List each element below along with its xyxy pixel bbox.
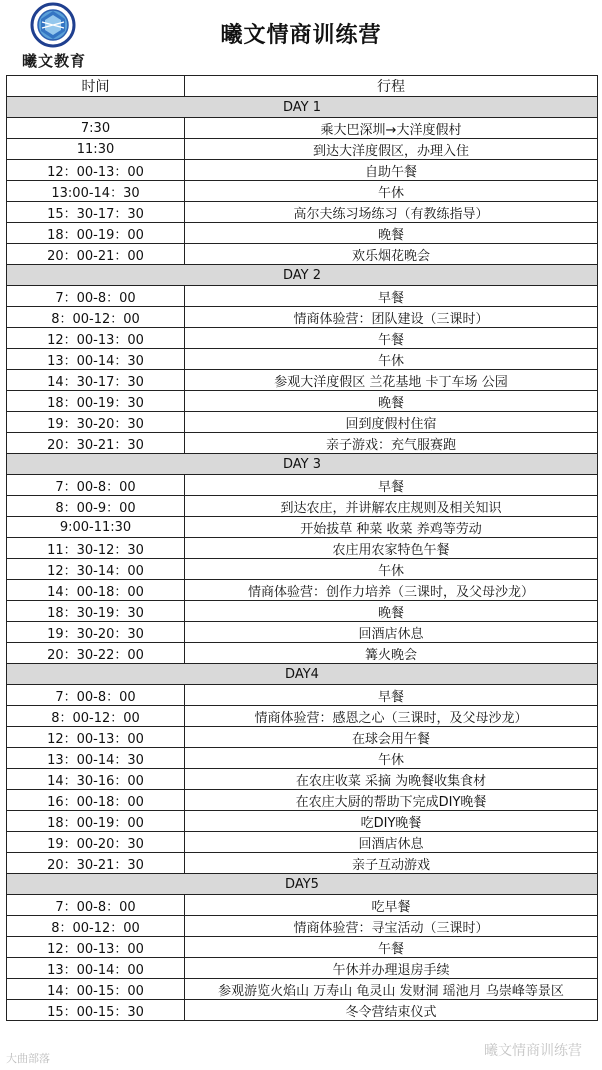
activity-cell: 参观大洋度假区 兰花基地 卡丁车场 公园 <box>185 370 598 391</box>
page-header <box>0 0 602 74</box>
day-header-row <box>7 97 598 118</box>
time-cell: 19：30-20：30 <box>7 622 185 643</box>
time-cell: 8：00-9：00 <box>7 496 185 517</box>
watermark-left: 大曲部落 <box>6 1052 50 1065</box>
activity-cell: 吃早餐 <box>185 895 598 916</box>
table-row <box>7 601 598 622</box>
activity-cell: 午休并办理退房手续 <box>185 958 598 979</box>
activity-cell: 晚餐 <box>185 391 598 412</box>
column-header-time: 时间 <box>7 76 185 97</box>
day-header-row <box>7 874 598 895</box>
day-header-row <box>7 664 598 685</box>
time-cell: 9:00-11:30 <box>7 517 185 538</box>
activity-cell: 在球会用午餐 <box>185 727 598 748</box>
time-cell: 15：30-17：30 <box>7 202 185 223</box>
table-row <box>7 517 598 538</box>
brand-name: 曦文教育 <box>21 52 86 70</box>
day-label: DAY5 <box>7 874 598 895</box>
table-row <box>7 433 598 454</box>
table-row <box>7 643 598 664</box>
table-row <box>7 958 598 979</box>
table-row <box>7 979 598 1000</box>
activity-cell: 晚餐 <box>185 601 598 622</box>
table-row <box>7 349 598 370</box>
time-cell: 12：00-13：00 <box>7 937 185 958</box>
activity-cell: 情商体验营：团队建设（三课时） <box>185 307 598 328</box>
time-cell: 14：30-17：30 <box>7 370 185 391</box>
table-header-row <box>7 76 598 97</box>
time-cell: 20：30-22：00 <box>7 643 185 664</box>
table-row <box>7 748 598 769</box>
time-cell: 12：30-14：00 <box>7 559 185 580</box>
table-row <box>7 832 598 853</box>
activity-cell: 冬令营结束仪式 <box>185 1000 598 1021</box>
activity-cell: 早餐 <box>185 286 598 307</box>
activity-cell: 欢乐烟花晚会 <box>185 244 598 265</box>
activity-cell: 亲子互动游戏 <box>185 853 598 874</box>
time-cell: 12：00-13：00 <box>7 328 185 349</box>
time-cell: 20：30-21：30 <box>7 853 185 874</box>
time-cell: 18：00-19：00 <box>7 811 185 832</box>
activity-cell: 午休 <box>185 349 598 370</box>
time-cell: 8：00-12：00 <box>7 706 185 727</box>
time-cell: 12：00-13：00 <box>7 160 185 181</box>
time-cell: 16：00-18：00 <box>7 790 185 811</box>
time-cell: 7：00-8：00 <box>7 895 185 916</box>
time-cell: 13：00-14：30 <box>7 748 185 769</box>
table-row <box>7 790 598 811</box>
table-row <box>7 160 598 181</box>
activity-cell: 午餐 <box>185 937 598 958</box>
table-row <box>7 139 598 160</box>
activity-cell: 情商体验营：寻宝活动（三课时） <box>185 916 598 937</box>
activity-cell: 在农庄大厨的帮助下完成DIY晚餐 <box>185 790 598 811</box>
table-row <box>7 727 598 748</box>
time-cell: 20：30-21：30 <box>7 433 185 454</box>
time-cell: 8：00-12：00 <box>7 916 185 937</box>
table-row <box>7 370 598 391</box>
activity-cell: 农庄用农家特色午餐 <box>185 538 598 559</box>
activity-cell: 高尔夫练习场练习（有教练指导） <box>185 202 598 223</box>
time-cell: 14：00-18：00 <box>7 580 185 601</box>
table-row <box>7 769 598 790</box>
day-header-row <box>7 265 598 286</box>
time-cell: 14：30-16：00 <box>7 769 185 790</box>
time-cell: 7：00-8：00 <box>7 685 185 706</box>
activity-cell: 午餐 <box>185 328 598 349</box>
activity-cell: 开始拔草 种菜 收菜 养鸡等劳动 <box>185 517 598 538</box>
time-cell: 13：00-14：00 <box>7 958 185 979</box>
table-row <box>7 328 598 349</box>
activity-cell: 午休 <box>185 559 598 580</box>
table-row <box>7 580 598 601</box>
time-cell: 19：30-20：30 <box>7 412 185 433</box>
table-row <box>7 916 598 937</box>
time-cell: 7：00-8：00 <box>7 286 185 307</box>
time-cell: 18：00-19：30 <box>7 391 185 412</box>
activity-cell: 早餐 <box>185 475 598 496</box>
activity-cell: 参观游览火焰山 万寿山 龟灵山 发财洞 瑶池月 乌崇峰等景区 <box>185 979 598 1000</box>
activity-cell: 乘大巴深圳→大洋度假村 <box>185 118 598 139</box>
table-row <box>7 412 598 433</box>
time-cell: 13:00-14：30 <box>7 181 185 202</box>
activity-cell: 到达大洋度假区，办理入住 <box>185 139 598 160</box>
table-row <box>7 181 598 202</box>
page-title: 曦文情商训练营 <box>220 23 382 48</box>
activity-cell: 回到度假村住宿 <box>185 412 598 433</box>
table-row <box>7 937 598 958</box>
footer <box>0 1044 602 1070</box>
table-row <box>7 202 598 223</box>
table-row <box>7 391 598 412</box>
activity-cell: 篝火晚会 <box>185 643 598 664</box>
activity-cell: 午休 <box>185 181 598 202</box>
time-cell: 18：00-19：00 <box>7 223 185 244</box>
activity-cell: 回酒店休息 <box>185 832 598 853</box>
table-row <box>7 118 598 139</box>
schedule-body <box>7 97 598 1021</box>
table-row <box>7 685 598 706</box>
day-label: DAY 1 <box>7 97 598 118</box>
activity-cell: 亲子游戏：充气服赛跑 <box>185 433 598 454</box>
activity-cell: 早餐 <box>185 685 598 706</box>
activity-cell: 情商体验营：感恩之心（三课时，及父母沙龙） <box>185 706 598 727</box>
table-row <box>7 286 598 307</box>
watermark-right: 曦文情商训练营 <box>484 1043 582 1059</box>
table-row <box>7 853 598 874</box>
time-cell: 11:30 <box>7 139 185 160</box>
activity-cell: 到达农庄，并讲解农庄规则及相关知识 <box>185 496 598 517</box>
table-row <box>7 622 598 643</box>
time-cell: 13：00-14：30 <box>7 349 185 370</box>
activity-cell: 午休 <box>185 748 598 769</box>
table-row <box>7 307 598 328</box>
day-label: DAY 2 <box>7 265 598 286</box>
time-cell: 7:30 <box>7 118 185 139</box>
activity-cell: 自助午餐 <box>185 160 598 181</box>
table-row <box>7 895 598 916</box>
activity-cell: 在农庄收菜 采摘 为晚餐收集食材 <box>185 769 598 790</box>
day-header-row <box>7 454 598 475</box>
activity-cell: 回酒店休息 <box>185 622 598 643</box>
activity-cell: 晚餐 <box>185 223 598 244</box>
table-row <box>7 811 598 832</box>
activity-cell: 情商体验营：创作力培养（三课时，及父母沙龙） <box>185 580 598 601</box>
column-header-schedule: 行程 <box>185 76 598 97</box>
table-row <box>7 706 598 727</box>
table-row <box>7 475 598 496</box>
schedule-table <box>6 75 598 1021</box>
table-row <box>7 538 598 559</box>
table-row <box>7 1000 598 1021</box>
time-cell: 8：00-12：00 <box>7 307 185 328</box>
day-label: DAY 3 <box>7 454 598 475</box>
table-row <box>7 244 598 265</box>
time-cell: 20：00-21：00 <box>7 244 185 265</box>
time-cell: 11：30-12：30 <box>7 538 185 559</box>
time-cell: 18：30-19：30 <box>7 601 185 622</box>
table-row <box>7 559 598 580</box>
activity-cell: 吃DIY晚餐 <box>185 811 598 832</box>
time-cell: 19：00-20：30 <box>7 832 185 853</box>
table-row <box>7 223 598 244</box>
day-label: DAY4 <box>7 664 598 685</box>
time-cell: 7：00-8：00 <box>7 475 185 496</box>
table-row <box>7 496 598 517</box>
time-cell: 15：00-15：30 <box>7 1000 185 1021</box>
time-cell: 12：00-13：00 <box>7 727 185 748</box>
time-cell: 14：00-15：00 <box>7 979 185 1000</box>
